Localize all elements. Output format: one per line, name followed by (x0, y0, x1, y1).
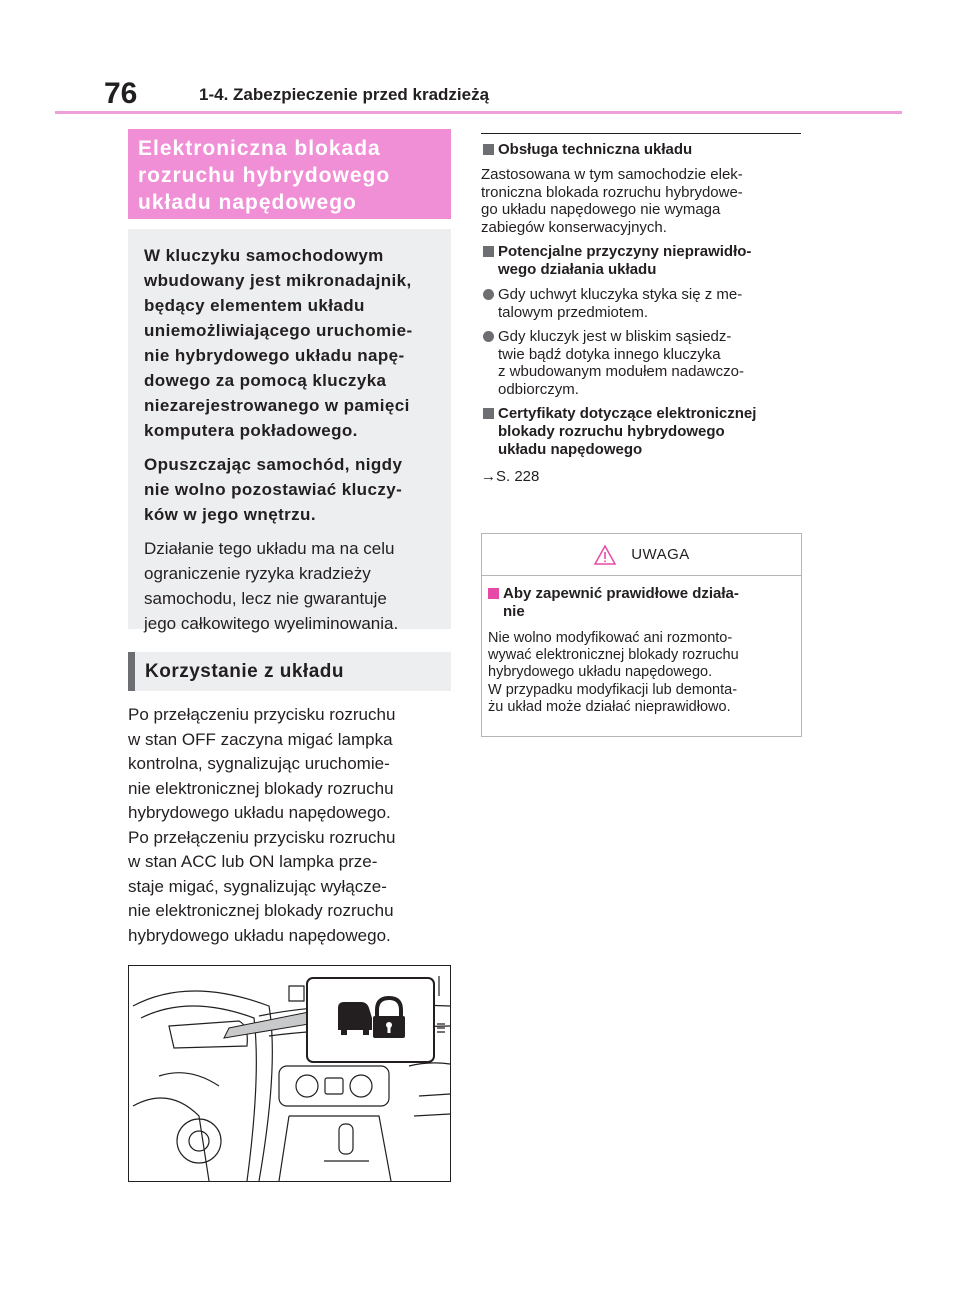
list-item-text (498, 328, 744, 398)
caution-line: W przypadku modyfikacji lub demonta- (488, 681, 738, 698)
list-item-text (498, 286, 742, 321)
list-line: odbiorczym. (498, 380, 579, 398)
caution-line: hybrydowego układu napędowego. (488, 664, 713, 681)
header-title: 1-4. Zabezpieczenie przed kradzieżą (199, 85, 490, 104)
caution-head-line: nie (503, 603, 525, 620)
subheading (481, 141, 803, 159)
heading-line: Elektroniczna blokada (138, 137, 381, 160)
subheading-line: blokady rozruchu hybrydowego (498, 423, 725, 440)
body-line: w stan ACC lub ON lampka prze- (128, 852, 378, 871)
subheading-text (498, 243, 751, 279)
subheading-text (498, 405, 756, 459)
body-line: staje migać, sygnalizując wyłącze- (128, 876, 387, 896)
text-line: troniczna blokada rozruchu hybrydowe- (481, 183, 743, 201)
usage-body (128, 703, 451, 948)
text-line: zabiegów konserwacyjnych. (481, 218, 667, 236)
body-line: w stan OFF zaczyna migać lampka (128, 729, 393, 749)
subheading-text: Obsługa techniczna układu (498, 141, 693, 158)
caution-line: żu układ może działać nieprawidłowo. (488, 698, 731, 715)
caution-box (481, 533, 802, 737)
caution-label: UWAGA (631, 546, 690, 563)
subheading (481, 243, 803, 279)
heading-line: rozruchu hybrydowego (138, 164, 391, 187)
list-line: Gdy uchwyt kluczyka styka się z me- (498, 286, 743, 303)
intro-line: będący elementem układu (144, 296, 365, 315)
page-reference-link[interactable]: →S. 228 (481, 468, 540, 485)
round-bullet-icon (483, 289, 494, 300)
intro-line: dowego za pomocą kluczyka (144, 371, 387, 390)
note-line: ograniczenie ryzyka kradzieży (144, 564, 371, 583)
maintenance-text (481, 166, 803, 236)
warning-triangle-icon (593, 544, 617, 566)
intro-line: uniemożliwiającego uruchomie- (144, 321, 413, 340)
intro-line: wbudowany jest mikronadajnik, (144, 271, 412, 290)
caution-header (482, 534, 801, 576)
subheading-line: Potencjalne przyczyny nieprawidło- (498, 243, 752, 260)
square-bullet-icon (488, 588, 499, 599)
caution-line: Nie wolno modyfikować ani rozmonto- (488, 630, 733, 646)
caution-subheading-text (503, 585, 739, 621)
list-item (481, 286, 803, 321)
right-column-rule (481, 133, 801, 134)
note-line: samochodu, lecz nie gwarantuje (144, 589, 387, 608)
section-heading-box (128, 129, 451, 219)
body-line: hybrydowego układu napędowego. (128, 803, 391, 822)
square-bullet-icon (483, 144, 494, 155)
caution-subheading (488, 585, 795, 621)
list-line: talowym przedmiotem. (498, 303, 649, 321)
body-line: nie elektronicznej blokady rozruchu (128, 778, 394, 798)
intro-line: komputera pokładowego. (144, 421, 358, 440)
body-line: hybrydowego układu napędowego. (128, 925, 391, 945)
list-line: z wbudowanym modułem nadawczo- (498, 363, 744, 380)
key-warning-line: Opuszczając samochód, nigdy (144, 455, 403, 474)
square-bullet-icon (483, 246, 494, 257)
caution-text (488, 630, 795, 716)
key-warning-line: ków w jego wnętrzu. (144, 505, 316, 524)
dashboard-drawing (129, 966, 450, 1181)
body-line: nie elektronicznej blokady rozruchu (128, 901, 394, 920)
section-title: Korzystanie z układu (128, 652, 451, 691)
subheading (481, 405, 803, 459)
subheading-line: układu napędowego (498, 441, 643, 458)
caution-line: wywać elektronicznej blokady rozruchu (488, 647, 739, 664)
header-rule (55, 111, 902, 114)
page-number: 76 (104, 77, 138, 110)
caution-body (482, 576, 801, 716)
text-line: Zastosowana w tym samochodzie elek- (481, 166, 743, 183)
list-line: twie bądź dotyka innego kluczyka (498, 345, 721, 363)
heading-line: układu napędowego (138, 191, 357, 214)
subheading-line: Certyfikaty dotyczące elektronicznej (498, 405, 757, 422)
note-line: jego całkowitego wyeliminowania. (144, 614, 399, 633)
note-line: Działanie tego układu ma na celu (144, 539, 395, 558)
body-line: kontrolna, sygnalizując uruchomie- (128, 754, 390, 773)
subheading-line: wego działania układu (498, 261, 657, 278)
caution-head-line: Aby zapewnić prawidłowe działa- (503, 585, 739, 602)
intro-line: niezarejestrowanego w pamięci (144, 396, 410, 415)
right-column (481, 141, 803, 486)
intro-line: W kluczyku samochodowym (144, 246, 384, 265)
square-bullet-icon (483, 408, 494, 419)
dashboard-illustration (128, 965, 451, 1182)
round-bullet-icon (483, 331, 494, 342)
intro-box (128, 229, 451, 633)
key-warning-line: nie wolno pozostawiać kluczy- (144, 480, 403, 499)
body-line: Po przełączeniu przycisku rozruchu (128, 705, 396, 724)
list-item (481, 328, 803, 398)
body-line: Po przełączeniu przycisku rozruchu (128, 827, 396, 847)
intro-line: nie hybrydowego układu napę- (144, 346, 405, 365)
list-line: Gdy kluczyk jest w bliskim sąsiedz- (498, 328, 732, 345)
text-line: go układu napędowego nie wymaga (481, 201, 721, 218)
